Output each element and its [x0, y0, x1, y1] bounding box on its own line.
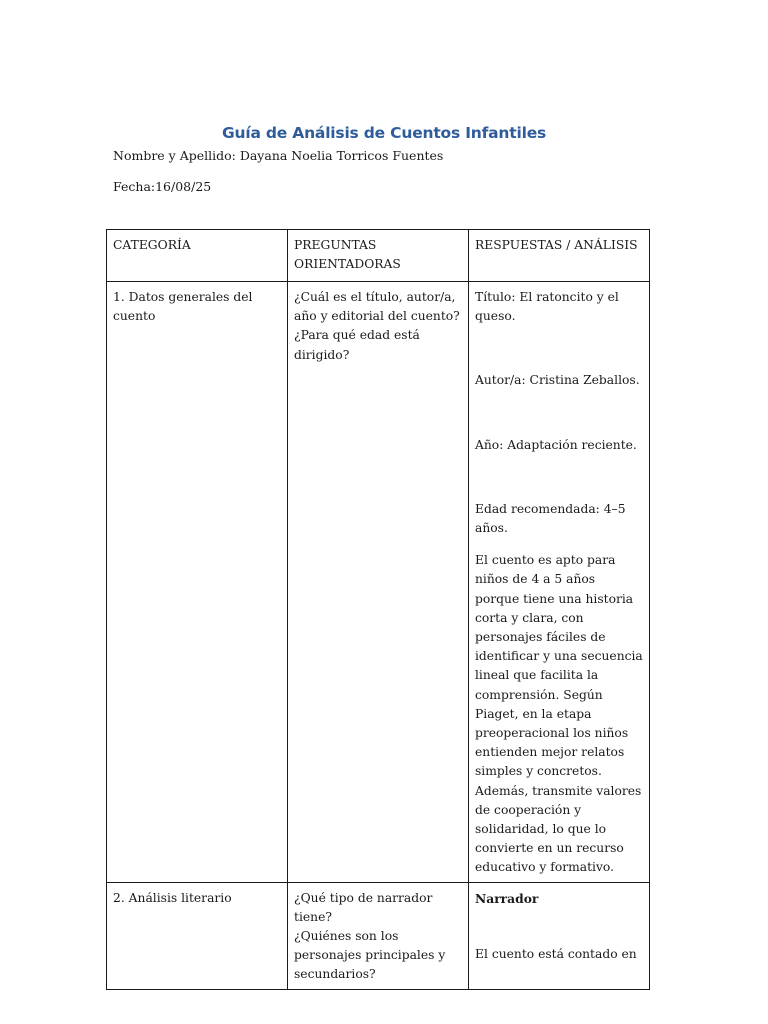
- document-title: Guía de Análisis de Cuentos Infantiles: [221, 124, 547, 142]
- row1-questions: [288, 282, 469, 883]
- date-line: Fecha:16/08/25: [113, 179, 212, 194]
- row1-question-1: ¿Cuál es el título, autor/a, año y editorial del cuento?: [294, 290, 460, 324]
- row2-answers: [469, 882, 650, 989]
- answer-year: Año: Adaptación reciente.: [475, 437, 637, 452]
- row1-answers: [469, 282, 650, 883]
- row2-question-2: ¿Quiénes son los personajes principales y secundarios?: [294, 929, 446, 982]
- answer-title: Título: El ratoncito y el queso.: [475, 290, 619, 324]
- table-header-row: [107, 230, 650, 282]
- row1-category: 1. Datos generales del cuento: [107, 282, 288, 883]
- analysis-table: [106, 229, 650, 990]
- row2-category: 2. Análisis literario: [107, 882, 288, 989]
- row2-questions: [288, 882, 469, 989]
- answer-analysis: El cuento es apto para niños de 4 a 5 años porque tiene una historia corta y clara, con personajes fáciles de identificar y una secuencia lineal que facilita la comprensión. Según Piaget, en la etapa preoperacional los niños entienden mejor relatos simples y concretos. Además, transmite valores de cooperación y solidaridad, lo que lo convierte en un recurso educativo y formativo.: [475, 553, 643, 875]
- table-row: [107, 282, 650, 883]
- row2-question-1: ¿Qué tipo de narrador tiene?: [294, 890, 433, 924]
- row1-question-2: ¿Para qué edad está dirigido?: [294, 328, 420, 362]
- answer-narrator-text: El cuento está contado en: [475, 946, 637, 961]
- header-answers: RESPUESTAS / ANÁLISIS: [469, 230, 650, 282]
- answer-age: Edad recomendada: 4–5 años.: [475, 501, 626, 536]
- header-category: CATEGORÍA: [107, 230, 288, 282]
- header-questions: PREGUNTAS ORIENTADORAS: [288, 230, 469, 282]
- answer-narrator-heading: Narrador: [475, 890, 539, 906]
- table-row: [107, 882, 650, 989]
- answer-author: Autor/a: Cristina Zeballos.: [475, 373, 640, 388]
- name-line: Nombre y Apellido: Dayana Noelia Torricos Fuentes: [113, 148, 444, 163]
